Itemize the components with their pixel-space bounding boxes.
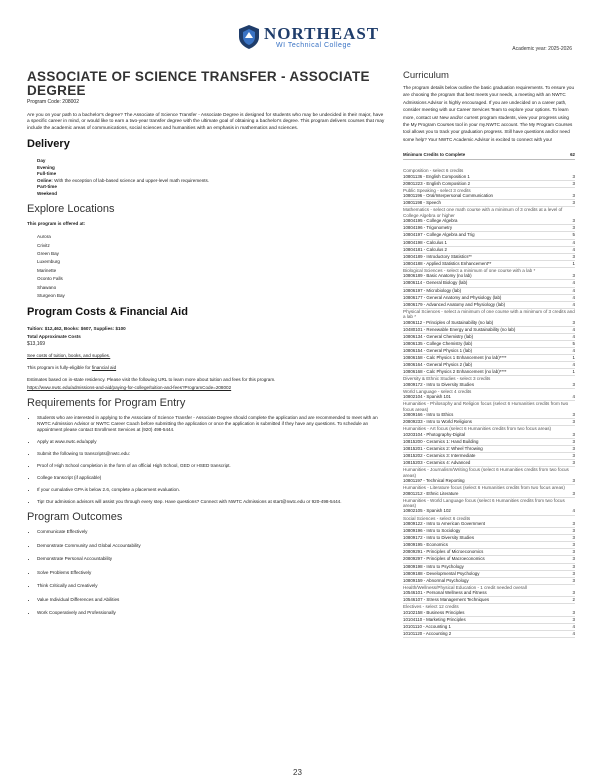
course-name: 10806135 - College Chemistry (lab)	[403, 340, 473, 346]
course-credits: 4	[572, 326, 575, 332]
course-category: Diversity & Ethnic Studies - select 3 credits	[403, 376, 491, 382]
course-row	[403, 412, 575, 419]
course-row	[403, 218, 575, 225]
course-credits: 3	[572, 319, 575, 325]
course-name: 10809159 - Abnormal Psychology	[403, 577, 469, 583]
course-row	[403, 549, 575, 556]
minimum-credits-row	[403, 152, 575, 160]
course-category: Humanities - Art focus (select 6 Humanities credits from two focus areas)	[403, 426, 552, 432]
course-name: 20809233 - Intro to World Religions	[403, 419, 472, 425]
course-credits: 3	[572, 549, 575, 555]
course-credits: 4	[572, 287, 575, 293]
course-name: 10806164 - General Physics 2 (lab)	[403, 362, 473, 368]
requirement-item: • If your cumulative GPA is below 2.6, complete a placement evaluation.	[37, 487, 387, 493]
estimate-note: Estimates based on in-state residency. Please visit the following URL to learn more about tuition and fees for this program.	[27, 377, 276, 383]
course-name: 10806154 - General Physics 1 (lab)	[403, 347, 473, 353]
course-name: 20809297 - Principles of Macroeconomics	[403, 556, 485, 562]
course-credits: 3	[572, 460, 575, 466]
course-category: Electives - select 12 credits	[403, 604, 459, 610]
course-row	[403, 631, 575, 638]
page-title: ASSOCIATE OF SCIENCE TRANSFER - ASSOCIATE DEGREE	[27, 69, 370, 98]
course-row	[403, 521, 575, 528]
course-name: 20801223 - English Composition 2	[403, 180, 471, 186]
course-name: 10104110 - Marketing Principles	[403, 616, 466, 622]
delivery-label: Online:	[37, 177, 53, 183]
course-category: Physical Sciences - select a minimum of one course with a minimum of 3 credits and a lab *	[403, 308, 575, 320]
outcome-item: • Communicate Effectively	[37, 529, 387, 535]
location-item: Sturgeon Bay	[37, 293, 65, 299]
delivery-label: Full-time	[37, 171, 57, 177]
course-row	[403, 478, 575, 485]
course-row	[403, 597, 575, 604]
outcomes-heading: Program Outcomes	[27, 511, 123, 524]
costs-heading: Program Costs & Financial Aid	[27, 306, 188, 319]
course-name: 10806177 - General Anatomy and Physiology (lab)	[403, 294, 502, 300]
course-credits: 3	[572, 218, 575, 224]
course-credits: 3	[572, 570, 575, 576]
course-row	[403, 610, 575, 617]
course-category: Health/Wellness/Physical Education - 1 credit needed overall	[403, 584, 527, 590]
page-number: 23	[293, 768, 302, 777]
course-credits: 1	[572, 369, 575, 375]
course-category: Humanities - Philosophy and Religion focus (select 6 Humanities credits from two focus areas)	[403, 401, 569, 412]
course-credits: 3	[572, 556, 575, 562]
requirement-item: • Proof of High School completion in the form of an official High School, GED or HSED transcript.	[37, 463, 387, 469]
course-row	[403, 240, 575, 247]
course-row	[403, 254, 575, 261]
course-row	[403, 181, 575, 188]
course-name: 10804197 - College Algebra and Trig	[403, 232, 475, 238]
course-credits: 3	[572, 173, 575, 179]
course-name: 10801198 - Speech	[403, 200, 442, 206]
course-row	[403, 528, 575, 535]
course-name: 10806197 - Microbiology (lab)	[403, 287, 462, 293]
course-row	[403, 327, 575, 334]
course-name: 10804189 - Introductory Statistics**	[403, 253, 472, 259]
course-credits: 4	[572, 301, 575, 307]
course-row	[403, 261, 575, 268]
location-item: Green Bay	[37, 251, 59, 257]
college-logo	[238, 24, 379, 50]
course-credits: 3	[572, 180, 575, 186]
location-item: Aurora	[37, 234, 51, 240]
course-name: 10804196 - Trigonometry	[403, 225, 453, 231]
course-category: Mathematics - select one math course with a minimum of 3 credits at a level of College Algebra or higher	[403, 207, 563, 218]
requirement-item: • College transcript (if applicable)	[37, 475, 387, 481]
minimum-credits-value: 62	[570, 152, 575, 158]
course-category: Public Speaking - select 3 credits	[403, 187, 471, 193]
delivery-label: Evening	[37, 164, 55, 170]
course-name: 10804198 - Calculus 1	[403, 239, 447, 245]
financial-aid-link[interactable]: financial aid	[91, 365, 117, 371]
course-row	[403, 200, 575, 207]
course-credits: 2	[572, 597, 575, 603]
course-credits: 3	[572, 412, 575, 418]
delivery-item	[37, 191, 387, 198]
total-cost-label: Total Approximate Costs	[27, 334, 81, 340]
course-credits: 3	[572, 535, 575, 541]
delivery-label: Part-time	[37, 184, 57, 190]
location-item: Oconto Falls	[37, 276, 63, 282]
course-credits: 3	[572, 490, 575, 496]
delivery-list	[27, 158, 387, 197]
course-credits: 3	[572, 542, 575, 548]
course-credits: 3	[572, 590, 575, 596]
course-row	[403, 362, 575, 369]
course-credits: 3	[572, 419, 575, 425]
course-category: Humanities - World Language focus (select 6 Humanities credits from two focus areas)	[403, 497, 565, 509]
requirements-heading: Requirements for Program Entry	[27, 397, 186, 410]
total-cost-value: $13,169	[27, 341, 46, 348]
course-row	[403, 590, 575, 597]
course-credits: 3	[572, 478, 575, 484]
course-row	[403, 225, 575, 232]
course-name: 10804195 - College Algebra	[403, 218, 458, 224]
course-row	[403, 355, 575, 362]
delivery-text: With the exception of lab-based science and upper-level math requirements.	[52, 177, 210, 183]
outcome-item: • Value Individual Differences and Abilities	[37, 597, 387, 603]
course-credits: 4	[572, 280, 575, 286]
course-row	[403, 320, 575, 327]
course-row	[403, 491, 575, 498]
course-credits: 1	[572, 260, 575, 266]
course-name: 10809198 - Intro to Psychology	[403, 563, 464, 569]
course-credits: 3	[572, 445, 575, 451]
shield-logo-icon	[238, 24, 260, 50]
course-row	[403, 419, 575, 426]
course-credits: 3	[572, 193, 575, 199]
course-row	[403, 556, 575, 563]
course-credits: 4	[572, 623, 575, 629]
right-column	[403, 70, 575, 638]
course-row	[403, 348, 575, 355]
course-category: Social Sciences - select 6 credits	[403, 515, 471, 521]
course-credits: 3	[572, 577, 575, 583]
course-credits: 3	[572, 528, 575, 534]
course-name: 10101110 - Accounting 1	[403, 623, 451, 629]
course-credits: 4	[572, 347, 575, 353]
course-row	[403, 446, 575, 453]
locations-list	[27, 233, 387, 300]
course-row	[403, 232, 575, 239]
course-credits: 3	[572, 563, 575, 569]
location-item: Marinette	[37, 267, 57, 273]
course-name: 10806114 - General Biology (lab)	[403, 280, 468, 286]
course-name: 10203104 - Photography-Digital	[403, 431, 465, 437]
course-credits: 3	[572, 616, 575, 622]
program-description: Are you on your path to a bachelor's degree? The Associate of Science Transfer - Associate Degree is designed for students who may be undecided in their major, have a specific career in mind, or would like to earn a two-year transfer degree with the ultimate goal of obtaining a bachelor's degree. This program delivers courses that may include the academic areas of communications, social sciences and humanities with an emphasis in mathematics and sciences.	[27, 113, 385, 131]
course-name: 10809188 - Developmental Psychology	[403, 570, 480, 576]
logo-name: NORTHEAST	[264, 24, 380, 43]
aid-text: This program is fully-eligible for	[27, 365, 92, 371]
course-row	[403, 432, 575, 439]
course-name: 10815202 - Ceramics 3: Intermediate	[403, 453, 476, 459]
course-credits: 3	[572, 609, 575, 615]
course-name: 10806189 - Basic Anatomy (no lab)	[403, 273, 472, 279]
minimum-credits-label: Minimum Credits to Complete	[403, 152, 466, 158]
course-credits: 4	[572, 294, 575, 300]
logo-subtitle: WI Technical College	[276, 42, 352, 49]
outcomes-list	[27, 529, 387, 616]
course-row	[403, 174, 575, 181]
costs-link[interactable]: See costs of tuition, books, and supplies.	[27, 353, 111, 359]
course-row	[403, 508, 575, 515]
location-item: Shawano	[37, 284, 57, 290]
course-row	[403, 617, 575, 624]
requirements-list	[27, 415, 387, 505]
course-name: 10809195 - Economics	[403, 542, 448, 548]
course-credits: 4	[572, 239, 575, 245]
course-credits: 3	[572, 273, 575, 279]
course-name: 10101120 - Accounting 2	[403, 631, 452, 637]
outcome-item: • Demonstrate Community and Global Accountability	[37, 543, 387, 549]
course-category: World Language - select 4 credits	[403, 388, 472, 394]
course-credits: 4	[572, 362, 575, 368]
outcome-item: • Think Critically and Creatively	[37, 583, 387, 589]
course-name: 10809172 - Intro to Diversity Studies	[403, 381, 475, 387]
requirement-item: • Students who are interested in applying to the Associate of Science Transfer - Associate Degree should complete the application and are recommended to meet with an NWTC Admission Advisor or NWTC Career Coach before submitting the application or once the application is submitted if they have any questions. To schedule an appointment please contact Enrollment Services at (920) 498-5444.	[37, 415, 387, 433]
delivery-label: Day	[37, 158, 46, 164]
course-row	[403, 542, 575, 549]
course-row	[403, 280, 575, 287]
page-header	[0, 0, 600, 60]
course-row	[403, 369, 575, 376]
course-row	[403, 288, 575, 295]
course-row	[403, 382, 575, 389]
course-name: 10809172 - Intro to Diversity Studies	[403, 535, 475, 541]
course-row	[403, 535, 575, 542]
course-name: 10806168 - Calc Physics 2 Enhancement (no lab)****	[403, 369, 507, 375]
course-name: 10815201 - Ceramics 2: Wheel Throwing	[403, 445, 483, 451]
course-credits: 4	[572, 333, 575, 339]
course-credits: 3	[572, 520, 575, 526]
course-name: 10815200 - Ceramics 1: Hand Building	[403, 438, 479, 444]
locations-intro: This program is offered at:	[27, 221, 86, 227]
requirement-item: • Submit the following to transcripts@nwtc.edu:	[37, 451, 387, 457]
course-name: 10102158 - Business Principles	[403, 609, 465, 615]
course-name: 10546101 - Personal Wellness and Fitness	[403, 590, 487, 596]
course-credits: 1	[572, 355, 575, 361]
left-column	[27, 70, 387, 624]
course-name: 10806179 - Advanced Anatomy and Physiology (lab)	[403, 301, 506, 307]
curriculum-intro: The program details below outline the basic graduation requirements. To ensure you are choosing the program that best meets your needs, a meeting with an NWTC Admissions Advisor is highly encouraged. If you are undecided on a career path, consider meeting with our Career Services Team to explore your options. To learn more, contact us! New and/or current program students, view your progress using the My Program Courses tool in your my.NWTC account. The My Program Courses tool allows you to track your graduation progress. Still have questions and/or need some help? Your NWTC Academic Advisor is excited to connect with you!	[403, 85, 575, 142]
course-credits: 3	[572, 431, 575, 437]
tuition-text: Tuition: $12,462, Books: $607, Supplies: $100	[27, 326, 126, 332]
course-name: 10804188 - Applied Statistics Enhancement**	[403, 260, 492, 266]
outcome-item: • Work Cooperatively and Professionally	[37, 610, 387, 616]
course-row	[403, 273, 575, 280]
location-item: Luxemburg	[37, 259, 60, 265]
course-name: 10806158 - Calc Physics 1 Enhancement (no lab)****	[403, 355, 507, 361]
course-name: 10815203 - Ceramics 4: Advanced	[403, 460, 471, 466]
course-row	[403, 394, 575, 401]
course-row	[403, 193, 575, 200]
course-name: 20809291 - Principles of Microeconomics	[403, 549, 484, 555]
outcome-item: • Demonstrate Personal Accountability	[37, 556, 387, 562]
course-credits: 4	[572, 394, 575, 400]
course-row	[403, 564, 575, 571]
curriculum-heading: Curriculum	[403, 70, 449, 81]
course-row	[403, 334, 575, 341]
course-credits: 5	[572, 340, 575, 346]
course-row	[403, 624, 575, 631]
course-name: 10804181 - Calculus 2	[403, 246, 447, 252]
delivery-heading: Delivery	[27, 138, 70, 151]
course-category: Humanities - Literature focus (select 6 Humanities credits from two focus areas)	[403, 485, 565, 491]
program-code: Program Code: 208002	[27, 99, 79, 105]
course-credits: 3	[572, 253, 575, 259]
course-name: 10809122 - Intro to American Government	[403, 520, 486, 526]
course-name: 10801196 - Oral/Interpersonal Communication	[403, 193, 493, 199]
course-name: 10809166 - Intro to Ethics	[403, 412, 454, 418]
academic-year: Academic year: 2025-2026	[512, 46, 572, 52]
course-name: 10480101 - Renewable Energy and Sustainability (no lab)	[403, 326, 516, 332]
course-row	[403, 302, 575, 309]
course-row	[403, 460, 575, 467]
course-row	[403, 578, 575, 585]
course-row	[403, 341, 575, 348]
course-credits: 3	[572, 453, 575, 459]
course-name: 10802104 - Spanish 101	[403, 394, 451, 400]
course-category: Biological Sciences - select a minimum of one course with a lab *	[403, 267, 536, 273]
requirement-item: • Tip! Our admission advisors will assist you through every step. Have questions? Connect with NWTC Admissions at start@nwtc.edu or 920-498-5444.	[37, 499, 387, 505]
course-credits: 4	[572, 246, 575, 252]
course-row	[403, 295, 575, 302]
course-credits: 3	[572, 381, 575, 387]
course-credits: 4	[572, 508, 575, 514]
course-name: 10802105 - Spanish 102	[403, 508, 451, 514]
course-credits: 5	[572, 232, 575, 238]
course-name: 10809196 - Intro to Sociology	[403, 528, 461, 534]
course-name: 10546107 - Stress Management Techniques	[403, 597, 490, 603]
course-row	[403, 571, 575, 578]
course-name: 10801136 - English Composition 1	[403, 173, 470, 179]
course-row	[403, 247, 575, 254]
course-category: Composition - select 6 credits	[403, 168, 464, 174]
course-category: Humanities - Journalism/Writing focus (select 6 Humanities credits from two focus areas)	[403, 467, 569, 478]
course-name: 10801197 - Technical Reporting	[403, 478, 465, 484]
locations-heading: Explore Locations	[27, 203, 115, 216]
course-list	[403, 168, 575, 638]
course-credits: 3	[572, 438, 575, 444]
delivery-label: Weekend	[37, 190, 58, 196]
tuition-url-link[interactable]: https://www.nwtc.edu/admissions-and-aid/paying-for-college/tuition-and-fees?ProgramCode=208002	[27, 385, 232, 391]
requirement-item: • Apply at www.nwtc.edu/apply	[37, 439, 387, 445]
course-credits: 3	[572, 200, 575, 206]
course-row	[403, 439, 575, 446]
outcome-item: • Solve Problems Effectively	[37, 570, 387, 576]
course-name: 10806112 - Principles of Sustainability (no lab)	[403, 319, 494, 325]
course-credits: 3	[572, 225, 575, 231]
course-name: 20801212 - Ethnic Literature	[403, 490, 459, 496]
course-credits: 4	[572, 631, 575, 637]
location-item: Crivitz	[37, 242, 50, 248]
course-row	[403, 453, 575, 460]
course-name: 10806134 - General Chemistry (lab)	[403, 333, 474, 339]
